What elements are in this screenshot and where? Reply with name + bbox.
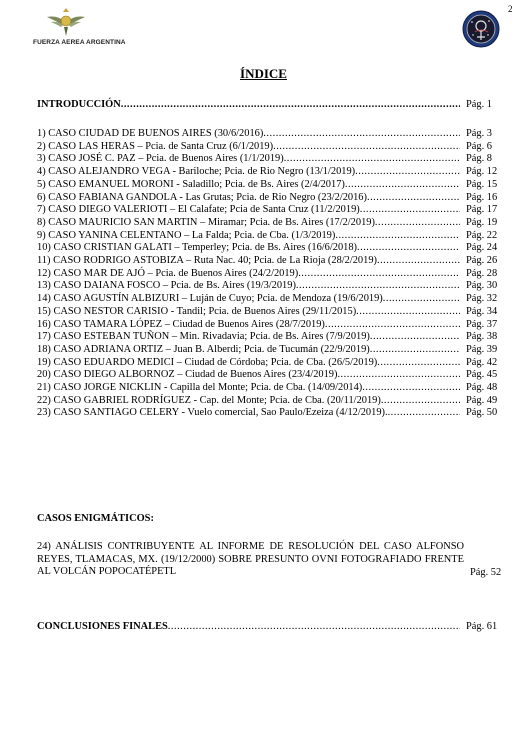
toc-entry-page: Pág. 28 xyxy=(466,267,498,279)
leader-dots xyxy=(325,318,460,331)
fuerza-aerea-logo xyxy=(33,8,143,50)
toc-entry-label: 3) CASO JOSÉ C. PAZ – Pcia. de Buenos Aires (1/1/2019) xyxy=(37,153,284,165)
toc-entry-label: 12) CASO MAR DE AJÓ – Pcia. de Buenos Aires (24/2/2019) xyxy=(37,267,299,279)
toc-entry-label: 23) CASO SANTIAGO CELERY - Vuelo comercial, Sao Paulo/Ezeiza (4/12/2019). xyxy=(37,407,388,419)
toc-entry-page: Pág. 34 xyxy=(466,305,498,317)
toc-entry-label: INTRODUCCIÓN xyxy=(37,99,121,110)
toc-entry-label: 4) CASO ALEJANDRO VEGA - Bariloche; Pcia. de Rio Negro (13/1/2019) xyxy=(37,166,356,178)
leader-dots xyxy=(370,343,460,356)
toc-entry-page: Pág. 30 xyxy=(466,280,498,292)
leader-dots xyxy=(345,178,460,191)
toc-entry-conclusions[interactable] xyxy=(37,620,500,633)
toc-entry-page: Pág. 24 xyxy=(466,242,498,254)
toc-entry-page: Pág. 17 xyxy=(466,204,498,216)
toc-entry-page: Pág. 45 xyxy=(466,369,498,381)
leader-dots xyxy=(284,152,460,165)
toc-entry-page: Pág. 15 xyxy=(466,178,498,190)
leader-dots xyxy=(375,216,460,229)
toc-entry-page: Pág. 61 xyxy=(466,621,498,632)
toc-entry-page: Pág. 48 xyxy=(466,382,498,393)
toc-entry-case[interactable] xyxy=(37,394,500,407)
toc-entry-label: 17) CASO ESTEBAN TUÑON – Min. Rivadavia; Pcia. de Bs. Aires (7/9/2019) xyxy=(37,331,370,343)
leader-dots xyxy=(263,127,460,140)
toc-entry-label: 18) CASO ADRIANA ORTIZ – Juan B. Alberdi; Pcia. de Tucumán (22/9/2019) xyxy=(37,343,370,355)
toc-entry-case[interactable] xyxy=(37,381,500,394)
toc-entry-case[interactable] xyxy=(37,406,500,419)
toc-entry-label: 21) CASO JORGE NICKLIN - Capilla del Monte; Pcia. de Cba. (14/09/2014) xyxy=(37,382,363,393)
toc-entry-case[interactable] xyxy=(37,318,500,331)
institution-seal xyxy=(462,10,500,48)
seal-emblem-icon xyxy=(462,10,500,48)
toc-entry-label: 1) CASO CIUDAD DE BUENOS AIRES (30/6/2016) xyxy=(37,128,264,139)
toc-entry-page: Pág. 26 xyxy=(466,255,498,266)
toc-entry-case[interactable] xyxy=(37,140,500,153)
toc-entry-enigmatic-page: Pág. 52 xyxy=(470,567,502,578)
toc-entry-case[interactable] xyxy=(37,279,500,292)
toc-entry-label: 6) CASO FABIANA GANDOLA - Las Grutas; Pcia. de Rio Negro (23/2/2016) xyxy=(37,191,367,203)
toc-entry-label: 16) CASO TAMARA LÓPEZ – Ciudad de Buenos Aires (28/7/2019) xyxy=(37,318,325,330)
toc-entry-case[interactable] xyxy=(37,343,500,356)
toc-entry-label: 19) CASO EDUARDO MEDICI – Ciudad de Córdoba; Pcia. de Cba. (26/5/2019) xyxy=(37,356,378,368)
toc-entry-label: 20) CASO DIEGO ALBORNOZ – Ciudad de Buenos Aires (23/4/2019) xyxy=(37,369,338,381)
toc-entry-label: 2) CASO LAS HERAS – Pcia. de Santa Cruz (6/1/2019) xyxy=(37,140,274,152)
toc-entry-case[interactable] xyxy=(37,356,500,369)
toc-entry-page: Pág. 42 xyxy=(466,356,498,368)
leader-dots xyxy=(335,229,460,242)
leader-dots xyxy=(381,394,460,407)
toc-entry-label: 15) CASO NESTOR CARISIO - Tandil; Pcia. de Buenos Aires (29/11/2015) xyxy=(37,305,357,317)
leader-dots xyxy=(355,165,460,178)
leader-dots xyxy=(362,381,460,394)
toc-entry-case[interactable] xyxy=(37,305,500,318)
toc-entry-label: 10) CASO CRISTIAN GALATI – Temperley; Pcia. de Bs. Aires (16/6/2018) xyxy=(37,242,358,254)
toc-entry-case[interactable] xyxy=(37,127,500,140)
toc-entry-label: 7) CASO DIEGO VALERIOTI – El Calafate; Pcia de Santa Cruz (11/2/2019) xyxy=(37,204,360,216)
page-number: 2 xyxy=(508,4,513,14)
toc-entry-label: 14) CASO AGUSTÍN ALBIZURI – Luján de Cuyo; Pcia. de Mendoza (19/6/2019) xyxy=(37,293,383,305)
leader-dots xyxy=(337,368,460,381)
leader-dots xyxy=(168,620,460,633)
section-heading-enigmatic: CASOS ENIGMÁTICOS: xyxy=(37,513,154,524)
toc-entry-label: CONCLUSIONES FINALES xyxy=(37,621,168,632)
toc-entry-page: Pág. 8 xyxy=(466,153,492,165)
toc-entry-page: Pág. 16 xyxy=(466,191,498,203)
toc-entry-page: Pág. 1 xyxy=(466,99,492,110)
toc-entry-page: Pág. 12 xyxy=(466,166,498,178)
toc-entry-page: Pág. 19 xyxy=(466,216,498,228)
leader-dots xyxy=(383,292,460,305)
toc-entry-page: Pág. 6 xyxy=(466,140,492,152)
toc-entry-page: Pág. 37 xyxy=(466,318,498,330)
toc-entry-case[interactable] xyxy=(37,368,500,381)
leader-dots xyxy=(121,98,460,111)
toc-entry-page: Pág. 38 xyxy=(466,331,498,343)
leader-dots xyxy=(377,254,460,267)
toc-entry-label: 9) CASO YANINA CELENTANO – La Falda; Pcia. de Cba. (1/3/2019) xyxy=(37,229,336,241)
toc-entry-label: 5) CASO EMANUEL MORONI - Saladillo; Pcia. de Bs. Aires (2/4/2017) xyxy=(37,178,345,190)
toc-entry-enigmatic-label[interactable]: 24) ANÁLISIS CONTRIBUYENTE AL INFORME DE RESOLUCIÓN DEL CASO ALFONSO REYES, TLAMACAS, MX. (19/12/2000) SOBRE PRESUNTO OVNI FOTOGRAFIADO FRENTE AL VOLCÁN POPOCATÉPETL xyxy=(37,541,464,577)
leader-dots xyxy=(360,203,460,216)
leader-dots xyxy=(273,140,460,153)
leader-dots xyxy=(356,305,460,318)
winged-emblem-icon xyxy=(45,8,87,38)
toc-entry-case[interactable] xyxy=(37,165,500,178)
toc-entry-label: 11) CASO RODRIGO ASTOBIZA – Ruta Nac. 40; Pcia. de La Rioja (28/2/2019) xyxy=(37,255,377,266)
leader-dots xyxy=(357,241,460,254)
toc-entry-page: Pág. 39 xyxy=(466,343,498,355)
leader-dots xyxy=(296,279,460,292)
toc-entry-case[interactable] xyxy=(37,254,500,267)
toc-entry-introduction[interactable] xyxy=(37,98,500,111)
leader-dots xyxy=(298,267,460,280)
toc-entry-case[interactable] xyxy=(37,203,500,216)
toc-entry-case[interactable] xyxy=(37,178,500,191)
toc-entry-page: Pág. 50 xyxy=(466,407,498,419)
leader-dots xyxy=(367,191,460,204)
toc-entry-label: 22) CASO GABRIEL RODRÍGUEZ - Cap. del Monte; Pcia. de Cba. (20/11/2019) xyxy=(37,394,381,406)
toc-entry-case[interactable] xyxy=(37,330,500,343)
toc-entry-case[interactable] xyxy=(37,152,500,165)
toc-entry-case[interactable] xyxy=(37,292,500,305)
toc-entry-page: Pág. 22 xyxy=(466,229,498,241)
toc-entry-page: Pág. 3 xyxy=(466,128,492,139)
toc-entry-case[interactable] xyxy=(37,267,500,280)
toc-entry-page: Pág. 32 xyxy=(466,293,498,305)
leader-dots xyxy=(388,406,460,419)
toc-entry-case[interactable] xyxy=(37,241,500,254)
leader-dots xyxy=(370,330,460,343)
toc-entry-page: Pág. 49 xyxy=(466,394,498,406)
toc-entry-case[interactable] xyxy=(37,229,500,242)
toc-entry-case[interactable] xyxy=(37,191,500,204)
org-name: FUERZA AEREA ARGENTINA xyxy=(33,39,126,46)
toc-entry-label: 13) CASO DAIANA FOSCO – Pcia. de Bs. Aires (19/3/2019) xyxy=(37,280,296,292)
toc-entry-case[interactable] xyxy=(37,216,500,229)
toc-entry-label: 8) CASO MAURICIO SAN MARTIN – Miramar; Pcia. de Bs. Aires (17/2/2019) xyxy=(37,216,375,228)
page-title: ÍNDICE xyxy=(240,66,287,81)
leader-dots xyxy=(377,356,460,369)
